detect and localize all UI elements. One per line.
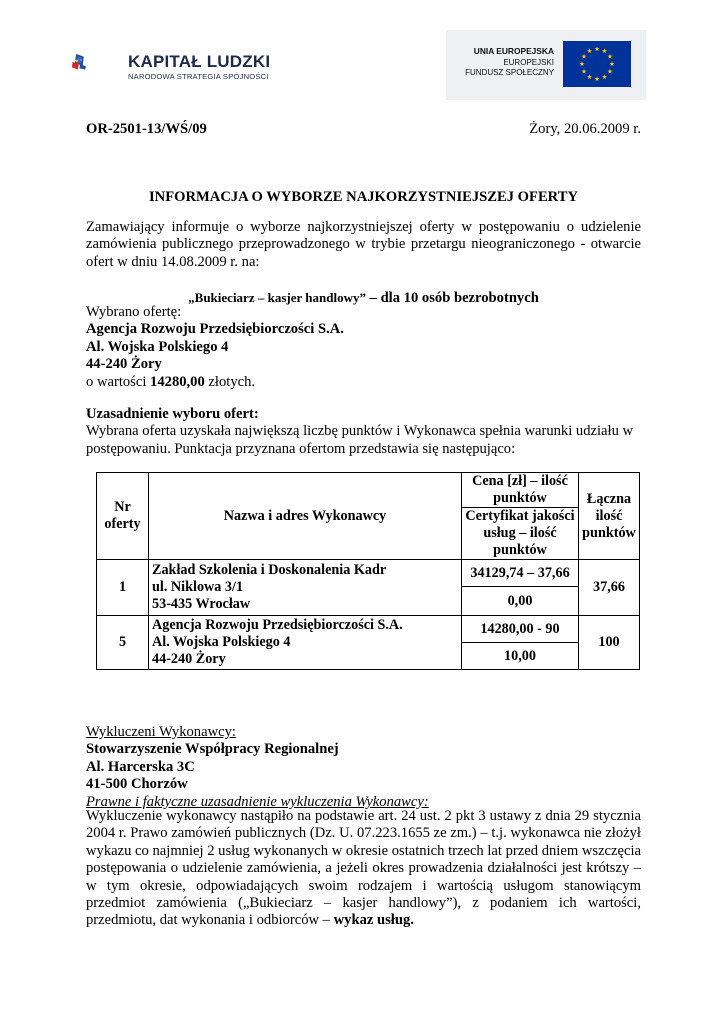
row-contractor [149,616,462,670]
row-contractor [149,560,462,616]
chosen-name: Agencja Rozwoju Przedsiębiorczości S.A. [86,321,344,338]
kapital-ludzki-logo-icon [72,32,128,92]
row-name: Zakład Szkolenia i Doskonalenia Kadr [152,562,387,578]
header-name: Nazwa i adres Wykonawcy [149,473,462,560]
chosen-label: Wybrano ofertę: [86,304,182,320]
row-cert: 0,00 [462,587,579,616]
document-title: INFORMACJA O WYBORZE NAJKORZYSTNIEJSZEJ OFERTY [149,189,578,205]
eu-logo-box [446,30,646,100]
row-nr: 5 [97,616,149,670]
table-row [97,560,640,587]
row-price: 14280,00 - 90 [462,616,579,643]
header-cert: Certyfikat jakości usług – ilość punktów [462,508,579,560]
row-city: 53-435 Wrocław [152,596,251,612]
exclusion-body [86,808,641,930]
kapital-ludzki-subtitle: NARODOWA STRATEGIA SPÓJNOŚCI [128,72,269,81]
value-prefix: o wartości [86,373,151,390]
row-cert: 10,00 [462,643,579,670]
chosen-city: 44-240 Żory [86,356,162,373]
chosen-value [86,374,641,391]
kapital-ludzki-title: KAPITAŁ LUDZKI [128,52,271,71]
chosen-street: Al. Wojska Polskiego 4 [86,338,229,355]
row-total: 100 [579,616,640,670]
row-price: 34129,74 – 37,66 [462,560,579,587]
subject-rest: – dla 10 osób bezrobotnych [365,290,539,306]
row-street: Al. Wojska Polskiego 4 [152,634,291,650]
place-date: Żory, 20.06.2009 r. [529,121,641,137]
excluded-city: 41-500 Chorzów [86,776,188,793]
row-city: 44-240 Żory [152,651,226,667]
row-nr: 1 [97,560,149,616]
subject-quote: „Bukieciarz – kasjer handlowy” [188,290,366,305]
exclusion-bold: wykaz usług. [333,912,414,929]
excluded-street: Al. Harcerska 3C [86,758,195,775]
justification-heading: Uzasadnienie wyboru ofert: [86,406,259,422]
value-amount: 14280,00 [150,373,205,390]
eu-label-line2: EUROPEJSKI [503,58,554,67]
row-street: ul. Niklowa 3/1 [152,579,244,595]
excluded-section [86,724,641,811]
row-name: Agencja Rozwoju Przedsiębiorczości S.A. [152,617,403,633]
reference-number: OR-2501-13/WŚ/09 [86,121,207,137]
excluded-name: Stowarzyszenie Współpracy Regionalnej [86,741,339,758]
value-suffix: złotych. [204,373,256,390]
justification-text: Wybrana oferta uzyskała największą liczbę punktów i Wykonawca spełnia warunki udziału w postępowaniu. Punktacja przyznana ofertom przedstawia się następująco: [86,423,634,457]
table-header-row [97,473,640,508]
justification [86,406,641,458]
header-nr: Nr oferty [97,473,149,560]
legal-heading: Prawne i faktyczne uzasadnienie wykluczenia Wykonawcy: [86,793,429,810]
eu-label-line1: UNIA EUROPEJSKA [473,46,554,56]
offers-table [96,472,640,670]
table-row [97,616,640,643]
chosen-offer [86,304,641,391]
header-total: Łączna ilość punktów [579,473,640,560]
intro-paragraph: Zamawiający informuje o wyborze najkorzystniejszej oferty w postępowaniu o udzielenie zamówienia publicznego przeprowadzonego w trybie przetargu nieograniczonego - otwarcie ofert w dniu 14.08.2009 r. na: [86,219,641,270]
header-price: Cena [zł] – ilość punktów [462,473,579,508]
eu-flag-icon [563,41,631,87]
exclusion-text: Wykluczenie wykonawcy nastąpiło na podstawie art. 24 ust. 2 pkt 3 ustawy z dnia 29 stycznia 2004 r. Prawo zamówień publicznych (Dz. U. 07.223.1655 ze zm.) – t.j. wykonawca nie złożył wykazu co najmniej 2 usług wykonanych w okresie ostatnich trzech lat przed dniem wszczęcia postępowania o udzielenie zamówienia, a jeżeli okres prowadzenia działalności jest krótszy – w tym okresie, odpowiadających swoim rodzajem i wartością usługom stanowiącym przedmiot zamówienia („Bukieciarz – kasjer handlowy”), z podaniem ich wartości, przedmiotu, dat wykonania i odbiorców – [86,808,641,929]
eu-label-line3: FUNDUSZ SPOŁECZNY [465,68,554,77]
row-total: 37,66 [579,560,640,616]
excluded-heading: Wykluczeni Wykonawcy: [86,724,236,740]
